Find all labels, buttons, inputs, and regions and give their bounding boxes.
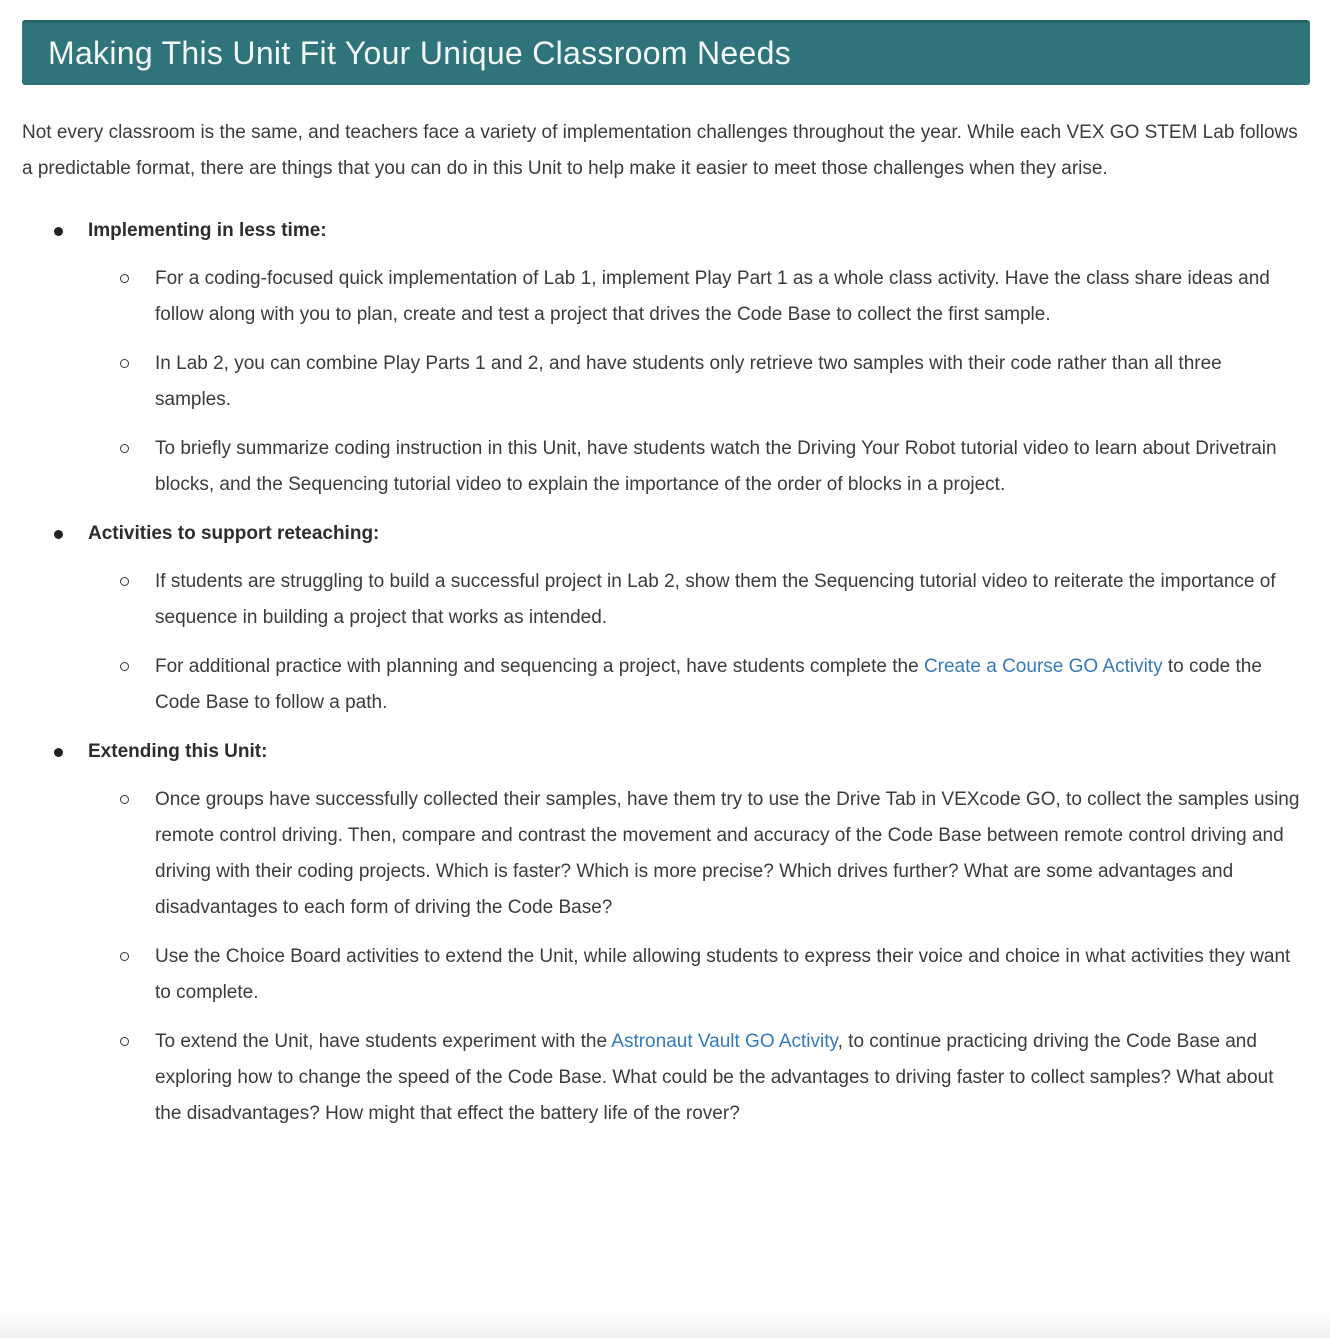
filled-bullet-icon bbox=[54, 748, 63, 757]
section-2 bbox=[0, 516, 1330, 721]
item-text: For additional practice with planning and sequencing a project, have students complete the bbox=[155, 656, 924, 677]
section-heading-row bbox=[0, 734, 1330, 770]
list-item bbox=[0, 261, 1330, 333]
item-text: In Lab 2, you can combine Play Parts 1 and 2, and have students only retrieve two samples with their code rather than all three samples. bbox=[155, 353, 1222, 410]
hollow-bullet-icon bbox=[120, 359, 129, 368]
section-heading: Activities to support reteaching: bbox=[88, 523, 380, 544]
list-item bbox=[0, 1024, 1330, 1132]
hollow-bullet-icon bbox=[120, 274, 129, 283]
item-text: Use the Choice Board activities to extend the Unit, while allowing students to express their voice and choice in what activities they want to complete. bbox=[155, 946, 1291, 1003]
list-item bbox=[0, 564, 1330, 636]
section-sub-list bbox=[0, 261, 1330, 503]
item-text: If students are struggling to build a successful project in Lab 2, show them the Sequencing tutorial video to reiterate the importance of sequence in building a project that works as intended. bbox=[155, 571, 1276, 628]
hollow-bullet-icon bbox=[120, 662, 129, 671]
item-text: For a coding-focused quick implementation of Lab 1, implement Play Part 1 as a whole class activity. Have the class share ideas and follow along with you to plan, create and test a project that drives the Code Base to collect the first sample. bbox=[155, 268, 1270, 325]
item-text: to code the Code Base to follow a path. bbox=[155, 656, 1262, 713]
item-text: Once groups have successfully collected their samples, have them try to use the Drive Tab in VEXcode GO, to collect the samples using remote control driving. Then, compare and contrast the movement and accuracy of the Code Base between remote control driving and driving with their coding projects. Which is faster? Which is more precise? Which drives further? What are some advantages and disadvantages to each form of driving the Code Base? bbox=[155, 789, 1300, 918]
list-item bbox=[0, 782, 1330, 926]
hollow-bullet-icon bbox=[120, 952, 129, 961]
section-heading-row bbox=[0, 213, 1330, 249]
list-item bbox=[0, 346, 1330, 418]
section-heading: Implementing in less time: bbox=[88, 220, 327, 241]
section-heading: Extending this Unit: bbox=[88, 741, 268, 762]
unit-tips-list bbox=[0, 213, 1330, 1132]
inline-link[interactable]: Astronaut Vault GO Activity bbox=[611, 1031, 838, 1052]
hollow-bullet-icon bbox=[120, 1037, 129, 1046]
section-sub-list bbox=[0, 782, 1330, 1132]
section-3 bbox=[0, 734, 1330, 1132]
filled-bullet-icon bbox=[54, 227, 63, 236]
page-bottom-edge bbox=[0, 1312, 1330, 1338]
section-1 bbox=[0, 213, 1330, 503]
item-text: To briefly summarize coding instruction in this Unit, have students watch the Driving Your Robot tutorial video to learn about Drivetrain blocks, and the Sequencing tutorial video to explain the importance of the order of blocks in a project. bbox=[155, 438, 1277, 495]
page-title-banner bbox=[22, 20, 1310, 85]
item-text: , to continue practicing driving the Code Base and exploring how to change the speed of the Code Base. What could be the advantages to driving faster to collect samples? What about the disadvantages? How might that effect the battery life of the rover? bbox=[155, 1031, 1274, 1124]
section-heading-row bbox=[0, 516, 1330, 552]
list-item bbox=[0, 939, 1330, 1011]
inline-link[interactable]: Create a Course GO Activity bbox=[923, 656, 1163, 677]
hollow-bullet-icon bbox=[120, 795, 129, 804]
section-sub-list bbox=[0, 564, 1330, 721]
intro-paragraph: Not every classroom is the same, and teachers face a variety of implementation challenges throughout the year. While each VEX GO STEM Lab follows a predictable format, there are things that you can do in this Unit to help make it easier to meet those challenges when they arise. bbox=[22, 122, 1298, 179]
page-title: Making This Unit Fit Your Unique Classroom Needs bbox=[48, 35, 792, 71]
hollow-bullet-icon bbox=[120, 577, 129, 586]
list-item bbox=[0, 649, 1330, 721]
filled-bullet-icon bbox=[54, 530, 63, 539]
hollow-bullet-icon bbox=[120, 444, 129, 453]
list-item bbox=[0, 431, 1330, 503]
item-text: To extend the Unit, have students experiment with the bbox=[155, 1031, 612, 1052]
